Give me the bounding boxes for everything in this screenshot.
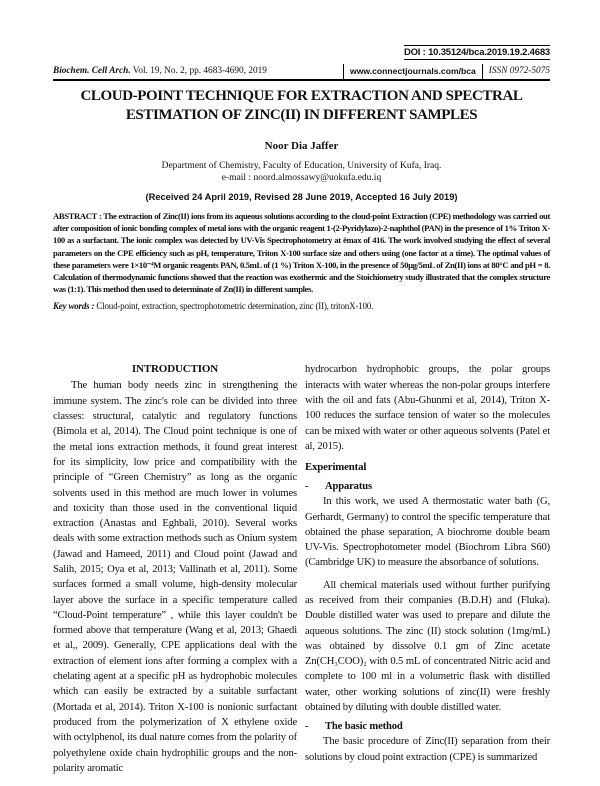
body-columns: [53, 362, 550, 776]
keywords: [53, 300, 550, 312]
keywords-label: Key words :: [53, 301, 97, 312]
intro-paragraph-continued: hydrocarbon hydrophobic groups, the polar groups interacts with water whereas the non-polar groups interfere with the oil and fats (Abu-Ghunmi et al, 2014), Triton X-100 reduces the surface tension of water so the molecules can be mixed with water or other aqueous solvents (Patel et al, 2015).: [305, 364, 550, 452]
intro-paragraph: The human body needs zinc in strengthening the immune system. The zinc's role can be divided into three classes: structural, catalytic and regulatory functions (Bimola et al, 2014). The Cloud point technique is one of the metal ions extraction methods, it found great interest for its simplicity, low price and compatibility with the principle of “Green Chemistry” as long as the organic solvents used in this method are much lower in volumes and toxicity than those used in the conventional liquid extraction (Anastas and Eghbali, 2010). Several works deals with some extraction methods such as Onium system (Jawad and Hameed, 2011) and Cloud point (Jawad and Salih, 2015; Oya et al, 2013; Vallinath et al, 2011). Some surfaces formed a small volume, high-density molecular layer above the surface in a specific temperature called “Cloud-Point temperature” , while this layer couldn't be formed above that temperature (Wang et al, 2013; Ghaedi et al,, 2009). Generally, CPE applications deal with the extraction of element ions after forming a complex with a chelating agent at a specific pH as hydrophobic molecules which can easily be extracted by a suitable surfactant (Mortada et al, 2014). Triton X-100 is nonionic surfactant produced from the polymerization of X ethylene oxide with octylphenol, its dual nature comes from the polarity of polyethylene oxide chain hydrophilic groups and the non-polarity aromatic: [53, 380, 297, 774]
abstract: [53, 210, 550, 295]
basic-method-paragraph: The basic procedure of Zinc(II) separation from their solutions by cloud point extraction (CPE) is summarized: [305, 736, 550, 763]
journal-url[interactable]: www.connectjournals.com/bca: [343, 64, 483, 79]
paper-title: [53, 87, 550, 125]
introduction-heading: INTRODUCTION: [131, 363, 219, 376]
apparatus-heading-text: Apparatus: [325, 481, 372, 493]
keywords-text: Cloud-point, extraction, spectrophotometric determination, zinc (II), tritonX-100.: [96, 301, 374, 312]
bullet: -: [305, 481, 309, 493]
abstract-text: The extraction of Zinc(II) ions from its aqueous solutions according to the cloud-point Extraction (CPE) methodology was carried out after composition of ionic bonding complex of metal ions with the organic reagent 1-(2-Pyridylazo)-2-naphthol (PAN) in the presence of 1% Triton X-100 as a surfactant. The ionic complex was detected by UV-Vis Spectrophotometry at ëmax of 416. The work involved studying the effect of several parameters on the CPE efficiency such as pH, temperature, Triton X-100 surface size and others using (one factor at a time). The optimal values of these parameters were 1×10⁻⁴M organic reagents PAN, 0.5mL of (1 %) Triton X-100, in the presence of 50µg/5mL of Zn(II) ions at 80°C and pH = 8. Calculation of thermodynamic functions showed that the reaction was exothermic and the Stoichiometry study illustrated that the complex structure was (1:1). This method then used to determinate of Zn(II) in different samples.: [53, 211, 550, 295]
journal-header: [53, 64, 550, 81]
dates: (Received 24 April 2019, Revised 28 June 2019, Accepted 16 July 2019): [145, 192, 458, 202]
right-column: [305, 362, 550, 765]
left-column: [53, 362, 297, 776]
bullet: -: [305, 721, 309, 733]
volume-info: Vol. 19, No. 2, pp. 4683-4690, 2019: [130, 66, 267, 76]
doi: DOI : 10.35124/bca.2019.19.2.4683: [403, 47, 550, 58]
materials-paragraph: All chemical materials used without further purifying as received from their companies (B.D.H) and (Fluka). Double distilled water was used to prepare and dilute the aqueous solutions. The zinc (II) stock solution (1mg/mL) was obtained by dissolve 0.1 gm of Zinc acetate Zn(CH₃COO)₂ with 0.5 mL of concentrated Nitric acid and complete to 100 ml in a volumetric flask with distilled water, other working solutions of zinc(II) were freshly obtained by diluting with double distilled water.: [305, 579, 550, 714]
experimental-heading: Experimental: [305, 461, 367, 474]
apparatus-paragraph: In this work, we used A thermostatic water bath (G, Gerhardt, Germany) to control the specific temperature that obtained the phase separation, A biochrome double beam UV-Vis. Spectrophotometer model (Biochrom Libra S60) (Cambridge UK) to measure the absorbance of solutions.: [305, 496, 550, 569]
affiliation-block: [53, 160, 550, 184]
email: e-mail : noord.almossawy@uokufa.edu.iq: [221, 173, 382, 183]
author: Noor Dia Jaffer: [264, 140, 339, 152]
title-line-2: ESTIMATION OF ZINC(II) IN DIFFERENT SAMPLES: [125, 107, 478, 123]
apparatus-heading: [305, 479, 550, 494]
journal-abbrev: Biochem. Cell Arch.: [53, 66, 131, 76]
abstract-label: ABSTRACT :: [53, 211, 104, 221]
doi-row: [53, 45, 550, 60]
citation: [53, 64, 343, 79]
issn: ISSN 0972-5075: [488, 66, 550, 76]
title-line-1: CLOUD-POINT TECHNIQUE FOR EXTRACTION AND SPECTRAL: [80, 88, 523, 104]
basic-method-heading: [305, 719, 550, 734]
basic-method-heading-text: The basic method: [325, 721, 403, 733]
affiliation: Department of Chemistry, Faculty of Education, University of Kufa, Iraq.: [161, 161, 442, 171]
